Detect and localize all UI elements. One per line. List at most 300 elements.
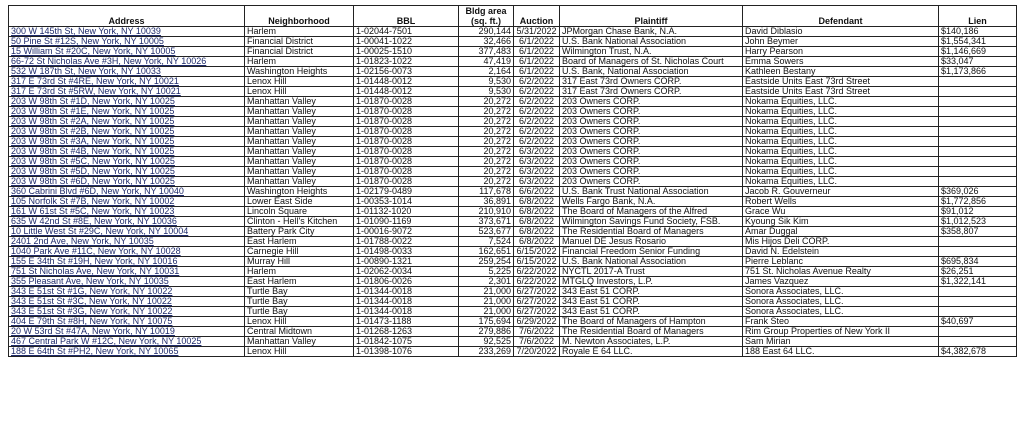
table-row (9, 57, 1017, 67)
cell-plaintiff: 203 Owners CORP. (560, 97, 743, 107)
cell-address[interactable]: 203 W 98th St #1E, New York, NY 10025 (9, 107, 245, 117)
cell-neighborhood: Financial District (245, 47, 354, 57)
cell-bbl: 1-01448-0012 (354, 77, 459, 87)
cell-plaintiff: Wilmington Trust, N.A. (560, 47, 743, 57)
cell-defendant: Kyoung Sik Kim (743, 217, 939, 227)
cell-lien (939, 87, 1017, 97)
cell-auction: 7/6/2022 (514, 327, 560, 337)
cell-bldg-area: 92,525 (459, 337, 514, 347)
cell-auction: 6/8/2022 (514, 237, 560, 247)
cell-auction: 6/29/2022 (514, 317, 560, 327)
cell-address[interactable]: 317 E 73rd St #4RE, New York, NY 10021 (9, 77, 245, 87)
cell-bbl: 1-01870-0028 (354, 97, 459, 107)
table-row (9, 277, 1017, 287)
cell-auction: 6/2/2022 (514, 107, 560, 117)
cell-auction: 6/1/2022 (514, 57, 560, 67)
cell-auction: 6/3/2022 (514, 167, 560, 177)
cell-address[interactable]: 203 W 98th St #5C, New York, NY 10025 (9, 157, 245, 167)
cell-defendant: 751 St. Nicholas Avenue Realty (743, 267, 939, 277)
cell-address[interactable]: 203 W 98th St #6D, New York, NY 10025 (9, 177, 245, 187)
cell-defendant: 188 East 64 LLC. (743, 347, 939, 357)
cell-bbl: 1-00016-9072 (354, 227, 459, 237)
cell-lien: $1,554,341 (939, 37, 1017, 47)
cell-plaintiff: 343 East 51 CORP. (560, 297, 743, 307)
cell-address[interactable]: 155 E 34th St #19H, New York, NY 10016 (9, 257, 245, 267)
cell-neighborhood: Manhattan Valley (245, 147, 354, 157)
cell-address[interactable]: 188 E 64th St #PH2, New York, NY 10065 (9, 347, 245, 357)
cell-plaintiff: 203 Owners CORP. (560, 137, 743, 147)
cell-defendant: Nokama Equities, LLC. (743, 127, 939, 137)
table-row (9, 197, 1017, 207)
cell-auction: 6/27/2022 (514, 287, 560, 297)
cell-plaintiff: 203 Owners CORP. (560, 157, 743, 167)
cell-bldg-area: 20,272 (459, 147, 514, 157)
cell-defendant: Eastside Units East 73rd Street (743, 77, 939, 87)
cell-neighborhood: Manhattan Valley (245, 127, 354, 137)
cell-defendant: Grace Wu (743, 207, 939, 217)
cell-address[interactable]: 66-72 St Nicholas Ave #3H, New York, NY 10026 (9, 57, 245, 67)
table-row (9, 257, 1017, 267)
cell-neighborhood: East Harlem (245, 237, 354, 247)
cell-bbl: 1-01132-1020 (354, 207, 459, 217)
cell-auction: 6/2/2022 (514, 117, 560, 127)
cell-address[interactable]: 10 Little West St #29C, New York, NY 10004 (9, 227, 245, 237)
cell-lien (939, 177, 1017, 187)
cell-address[interactable]: 203 W 98th St #3A, New York, NY 10025 (9, 137, 245, 147)
table-row (9, 87, 1017, 97)
cell-defendant: James Vazquez (743, 277, 939, 287)
cell-address[interactable]: 751 St Nicholas Ave, New York, NY 10031 (9, 267, 245, 277)
cell-address[interactable]: 20 W 53rd St #47A, New York, NY 10019 (9, 327, 245, 337)
cell-auction: 6/1/2022 (514, 37, 560, 47)
cell-bbl: 1-01823-1022 (354, 57, 459, 67)
cell-address[interactable]: 15 William St #20C, New York, NY 10005 (9, 47, 245, 57)
cell-auction: 6/22/2022 (514, 267, 560, 277)
cell-bbl: 1-00041-1022 (354, 37, 459, 47)
cell-plaintiff: NYCTL 2017-A Trust (560, 267, 743, 277)
cell-bldg-area: 175,694 (459, 317, 514, 327)
cell-neighborhood: Turtle Bay (245, 287, 354, 297)
cell-plaintiff: 203 Owners CORP. (560, 167, 743, 177)
cell-lien: $91,012 (939, 207, 1017, 217)
cell-bldg-area: 9,530 (459, 87, 514, 97)
table-row (9, 177, 1017, 187)
table-row (9, 107, 1017, 117)
cell-neighborhood: Lenox Hill (245, 87, 354, 97)
cell-address[interactable]: 203 W 98th St #2B, New York, NY 10025 (9, 127, 245, 137)
cell-neighborhood: Manhattan Valley (245, 117, 354, 127)
cell-bldg-area: 2,301 (459, 277, 514, 287)
cell-lien (939, 247, 1017, 257)
cell-bldg-area: 117,678 (459, 187, 514, 197)
cell-bldg-area: 373,671 (459, 217, 514, 227)
table-row (9, 27, 1017, 37)
cell-plaintiff: U.S. Bank National Association (560, 257, 743, 267)
cell-auction: 6/2/2022 (514, 77, 560, 87)
cell-bbl: 1-00890-1321 (354, 257, 459, 267)
cell-defendant: Harry Pearson (743, 47, 939, 57)
cell-bbl: 1-02156-0073 (354, 67, 459, 77)
cell-address[interactable]: 343 E 51st St #1G, New York, NY 10022 (9, 287, 245, 297)
cell-lien: $1,012,523 (939, 217, 1017, 227)
cell-neighborhood: Manhattan Valley (245, 167, 354, 177)
cell-plaintiff: U.S. Bank National Association (560, 37, 743, 47)
cell-bldg-area: 2,164 (459, 67, 514, 77)
cell-auction: 6/2/2022 (514, 127, 560, 137)
cell-defendant: Nokama Equities, LLC. (743, 117, 939, 127)
cell-neighborhood: Manhattan Valley (245, 177, 354, 187)
cell-lien (939, 147, 1017, 157)
cell-lien: $33,047 (939, 57, 1017, 67)
cell-defendant: Pierre Leblanc (743, 257, 939, 267)
cell-bldg-area: 9,530 (459, 77, 514, 87)
cell-address[interactable]: 355 Pleasant Ave, New York, NY 10035 (9, 277, 245, 287)
cell-auction: 6/15/2022 (514, 257, 560, 267)
cell-bbl: 1-01398-1076 (354, 347, 459, 357)
cell-auction: 6/3/2022 (514, 157, 560, 167)
cell-auction: 6/6/2022 (514, 187, 560, 197)
cell-address[interactable]: 161 W 61st St #5C, New York, NY 10023 (9, 207, 245, 217)
cell-lien: $1,173,866 (939, 67, 1017, 77)
table-row (9, 297, 1017, 307)
cell-auction: 7/6/2022 (514, 337, 560, 347)
cell-bldg-area: 21,000 (459, 287, 514, 297)
cell-neighborhood: Washington Heights (245, 187, 354, 197)
cell-neighborhood: Battery Park City (245, 227, 354, 237)
cell-auction: 6/1/2022 (514, 67, 560, 77)
cell-plaintiff: Wilmington Savings Fund Society, FSB. (560, 217, 743, 227)
cell-bbl: 1-01870-0028 (354, 107, 459, 117)
table-row (9, 207, 1017, 217)
cell-bbl: 1-01870-0028 (354, 117, 459, 127)
cell-defendant: Nokama Equities, LLC. (743, 107, 939, 117)
cell-defendant: Rim Group Properties of New York II (743, 327, 939, 337)
cell-lien (939, 337, 1017, 347)
cell-bbl: 1-01344-0018 (354, 287, 459, 297)
cell-defendant: Nokama Equities, LLC. (743, 157, 939, 167)
cell-bbl: 1-00353-1014 (354, 197, 459, 207)
cell-auction: 6/2/2022 (514, 97, 560, 107)
cell-bbl: 1-01344-0018 (354, 307, 459, 317)
cell-defendant: John Beymer (743, 37, 939, 47)
cell-lien (939, 127, 1017, 137)
table-row (9, 67, 1017, 77)
cell-neighborhood: Manhattan Valley (245, 157, 354, 167)
cell-plaintiff: U.S. Bank Trust National Association (560, 187, 743, 197)
cell-neighborhood: Harlem (245, 267, 354, 277)
cell-bbl: 1-01870-0028 (354, 177, 459, 187)
cell-address[interactable]: 203 W 98th St #2A, New York, NY 10025 (9, 117, 245, 127)
cell-lien: $4,382,678 (939, 347, 1017, 357)
cell-bldg-area: 32,466 (459, 37, 514, 47)
cell-defendant: Frank Steo (743, 317, 939, 327)
cell-address[interactable]: 105 Norfolk St #7B, New York, NY 10002 (9, 197, 245, 207)
cell-bldg-area: 20,272 (459, 177, 514, 187)
cell-defendant: Sonora Associates, LLC. (743, 297, 939, 307)
cell-bldg-area: 7,524 (459, 237, 514, 247)
cell-bbl: 1-01344-0018 (354, 297, 459, 307)
cell-bldg-area: 20,272 (459, 157, 514, 167)
cell-defendant: Mis Hijos Deli CORP. (743, 237, 939, 247)
cell-lien: $1,146,669 (939, 47, 1017, 57)
table-row (9, 97, 1017, 107)
cell-plaintiff: Board of Managers of St. Nicholas Court (560, 57, 743, 67)
cell-lien (939, 107, 1017, 117)
cell-address[interactable]: 203 W 98th St #4B, New York, NY 10025 (9, 147, 245, 157)
cell-neighborhood: Clinton - Hell's Kitchen (245, 217, 354, 227)
cell-defendant: David Diblasio (743, 27, 939, 37)
cell-lien: $695,834 (939, 257, 1017, 267)
cell-address[interactable]: 2401 2nd Ave, New York, NY 10035 (9, 237, 245, 247)
cell-lien (939, 307, 1017, 317)
cell-neighborhood: Turtle Bay (245, 297, 354, 307)
cell-neighborhood: Lower East Side (245, 197, 354, 207)
cell-bldg-area: 36,891 (459, 197, 514, 207)
cell-bldg-area: 290,144 (459, 27, 514, 37)
table-row (9, 137, 1017, 147)
cell-defendant: Eastside Units East 73rd Street (743, 87, 939, 97)
cell-bbl: 1-02062-0034 (354, 267, 459, 277)
table-row (9, 157, 1017, 167)
cell-neighborhood: Lenox Hill (245, 317, 354, 327)
cell-auction: 6/2/2022 (514, 137, 560, 147)
cell-auction: 6/3/2022 (514, 147, 560, 157)
cell-address[interactable]: 203 W 98th St #5D, New York, NY 10025 (9, 167, 245, 177)
cell-bldg-area: 20,272 (459, 97, 514, 107)
cell-defendant: Nokama Equities, LLC. (743, 137, 939, 147)
cell-bldg-area: 20,272 (459, 127, 514, 137)
table-row (9, 307, 1017, 317)
cell-lien: $1,322,141 (939, 277, 1017, 287)
cell-lien (939, 237, 1017, 247)
cell-auction: 6/27/2022 (514, 297, 560, 307)
cell-auction: 6/1/2022 (514, 47, 560, 57)
header-row (9, 6, 1017, 27)
table-row (9, 327, 1017, 337)
cell-auction: 6/22/2022 (514, 277, 560, 287)
cell-bbl: 1-00025-1510 (354, 47, 459, 57)
cell-bbl: 1-01498-0033 (354, 247, 459, 257)
cell-plaintiff: 203 Owners CORP. (560, 177, 743, 187)
cell-address[interactable]: 360 Cabrini Blvd #6D, New York, NY 10040 (9, 187, 245, 197)
cell-neighborhood: Carnegie Hill (245, 247, 354, 257)
cell-plaintiff: 343 East 51 CORP. (560, 287, 743, 297)
cell-auction: 6/3/2022 (514, 177, 560, 187)
cell-lien: $369,026 (939, 187, 1017, 197)
cell-bldg-area: 20,272 (459, 107, 514, 117)
cell-auction: 6/8/2022 (514, 217, 560, 227)
cell-plaintiff: JPMorgan Chase Bank, N.A. (560, 27, 743, 37)
foreclosure-table (8, 5, 1017, 357)
cell-bbl: 1-01842-1075 (354, 337, 459, 347)
cell-plaintiff: Wells Fargo Bank, N.A. (560, 197, 743, 207)
table-row (9, 317, 1017, 327)
cell-plaintiff: M. Newton Associates, L.P. (560, 337, 743, 347)
column-header-defendant: Defendant (743, 6, 939, 27)
cell-neighborhood: Harlem (245, 27, 354, 37)
cell-plaintiff: Financial Freedom Senior Funding (560, 247, 743, 257)
cell-neighborhood: Lincoln Square (245, 207, 354, 217)
table-row (9, 77, 1017, 87)
cell-lien (939, 167, 1017, 177)
cell-defendant: Sam Mirian (743, 337, 939, 347)
cell-plaintiff: The Residential Board of Managers (560, 327, 743, 337)
table-row (9, 147, 1017, 157)
cell-plaintiff: 203 Owners CORP. (560, 107, 743, 117)
cell-bbl: 1-02179-0489 (354, 187, 459, 197)
cell-bldg-area: 21,000 (459, 307, 514, 317)
cell-bbl: 1-01090-1169 (354, 217, 459, 227)
cell-bbl: 1-01268-1263 (354, 327, 459, 337)
cell-bldg-area: 20,272 (459, 117, 514, 127)
cell-neighborhood: Washington Heights (245, 67, 354, 77)
cell-bbl: 1-01448-0012 (354, 87, 459, 97)
cell-bldg-area: 279,886 (459, 327, 514, 337)
cell-neighborhood: Manhattan Valley (245, 337, 354, 347)
cell-bldg-area: 377,483 (459, 47, 514, 57)
column-header-auction: Auction (514, 6, 560, 27)
cell-lien (939, 117, 1017, 127)
cell-bldg-area: 20,272 (459, 167, 514, 177)
cell-plaintiff: Royale E 64 LLC. (560, 347, 743, 357)
column-header-bldg-area: Bldg area (sq. ft.) (459, 6, 514, 27)
cell-lien: $26,251 (939, 267, 1017, 277)
cell-bldg-area: 21,000 (459, 297, 514, 307)
cell-defendant: Nokama Equities, LLC. (743, 177, 939, 187)
cell-bldg-area: 210,910 (459, 207, 514, 217)
cell-lien (939, 327, 1017, 337)
cell-lien: $40,697 (939, 317, 1017, 327)
cell-bldg-area: 47,419 (459, 57, 514, 67)
cell-auction: 6/2/2022 (514, 87, 560, 97)
cell-bbl: 1-01870-0028 (354, 167, 459, 177)
cell-bbl: 1-01788-0022 (354, 237, 459, 247)
cell-plaintiff: The Residential Board of Managers (560, 227, 743, 237)
cell-neighborhood: Manhattan Valley (245, 97, 354, 107)
cell-auction: 6/27/2022 (514, 307, 560, 317)
cell-lien (939, 137, 1017, 147)
cell-address[interactable]: 50 Pine St #12S, New York, NY 10005 (9, 37, 245, 47)
cell-plaintiff: 203 Owners CORP. (560, 117, 743, 127)
table-row (9, 237, 1017, 247)
cell-address[interactable]: 300 W 145th St, New York, NY 10039 (9, 27, 245, 37)
cell-plaintiff: The Board of Managers of the Alfred (560, 207, 743, 217)
cell-defendant: Robert Wells (743, 197, 939, 207)
cell-bldg-area: 20,272 (459, 137, 514, 147)
column-header-bbl: BBL (354, 6, 459, 27)
cell-bldg-area: 5,225 (459, 267, 514, 277)
cell-lien (939, 157, 1017, 167)
table-row (9, 127, 1017, 137)
cell-auction: 5/31/2022 (514, 27, 560, 37)
cell-plaintiff: The Board of Managers of Hampton (560, 317, 743, 327)
cell-address[interactable]: 635 W 42nd St #8E, New York, NY 10036 (9, 217, 245, 227)
cell-neighborhood: Lenox Hill (245, 77, 354, 87)
cell-plaintiff: U.S. Bank, National Association (560, 67, 743, 77)
table-row (9, 347, 1017, 357)
table-row (9, 247, 1017, 257)
cell-lien: $1,772,856 (939, 197, 1017, 207)
table-row (9, 117, 1017, 127)
cell-address[interactable]: 532 W 187th St, New York, NY 10033 (9, 67, 245, 77)
column-header-address: Address (9, 6, 245, 27)
cell-plaintiff: 203 Owners CORP. (560, 147, 743, 157)
cell-bbl: 1-01870-0028 (354, 127, 459, 137)
column-header-lien: Lien (939, 6, 1017, 27)
cell-address[interactable]: 343 E 51st St #3G, New York, NY 10022 (9, 307, 245, 317)
cell-address[interactable]: 404 E 79th St #8H, New York, NY 10075 (9, 317, 245, 327)
cell-defendant: Amar Duggal (743, 227, 939, 237)
cell-plaintiff: MTGLQ Investors, L.P. (560, 277, 743, 287)
table-row (9, 227, 1017, 237)
table-row (9, 217, 1017, 227)
cell-defendant: David N. Edelstein (743, 247, 939, 257)
cell-plaintiff: 317 East 73rd Owners CORP. (560, 77, 743, 87)
table-row (9, 187, 1017, 197)
column-header-plaintiff: Plaintiff (560, 6, 743, 27)
cell-lien (939, 297, 1017, 307)
table-row (9, 47, 1017, 57)
cell-bbl: 1-01806-0026 (354, 277, 459, 287)
cell-plaintiff: Manuel DE Jesus Rosario (560, 237, 743, 247)
table-row (9, 337, 1017, 347)
table-row (9, 37, 1017, 47)
cell-bbl: 1-02044-7501 (354, 27, 459, 37)
cell-plaintiff: 343 East 51 CORP. (560, 307, 743, 317)
cell-bldg-area: 259,254 (459, 257, 514, 267)
cell-neighborhood: Manhattan Valley (245, 107, 354, 117)
cell-bldg-area: 162,651 (459, 247, 514, 257)
cell-defendant: Emma Sowers (743, 57, 939, 67)
cell-auction: 6/8/2022 (514, 207, 560, 217)
table-row (9, 267, 1017, 277)
cell-lien: $358,807 (939, 227, 1017, 237)
cell-bbl: 1-01870-0028 (354, 137, 459, 147)
cell-neighborhood: Harlem (245, 57, 354, 67)
cell-defendant: Nokama Equities, LLC. (743, 167, 939, 177)
cell-address[interactable]: 203 W 98th St #1D, New York, NY 10025 (9, 97, 245, 107)
cell-lien (939, 77, 1017, 87)
table-row (9, 167, 1017, 177)
cell-auction: 6/8/2022 (514, 227, 560, 237)
cell-auction: 6/15/2022 (514, 247, 560, 257)
cell-bldg-area: 233,269 (459, 347, 514, 357)
cell-neighborhood: Financial District (245, 37, 354, 47)
cell-auction: 6/8/2022 (514, 197, 560, 207)
cell-neighborhood: Murray Hill (245, 257, 354, 267)
cell-bldg-area: 523,677 (459, 227, 514, 237)
cell-auction: 7/20/2022 (514, 347, 560, 357)
cell-bbl: 1-01870-0028 (354, 147, 459, 157)
cell-defendant: Sonora Associates, LLC. (743, 287, 939, 297)
cell-address[interactable]: 343 E 51st St #3C, New York, NY 10022 (9, 297, 245, 307)
cell-neighborhood: East Harlem (245, 277, 354, 287)
cell-address[interactable]: 467 Central Park W #12C, New York, NY 10025 (9, 337, 245, 347)
cell-bbl: 1-01473-1188 (354, 317, 459, 327)
cell-bbl: 1-01870-0028 (354, 157, 459, 167)
cell-lien (939, 287, 1017, 297)
cell-defendant: Nokama Equities, LLC. (743, 147, 939, 157)
cell-address[interactable]: 317 E 73rd St #5RW, New York, NY 10021 (9, 87, 245, 97)
cell-defendant: Jacob R. Gouverneur (743, 187, 939, 197)
cell-plaintiff: 317 East 73rd Owners CORP. (560, 87, 743, 97)
cell-neighborhood: Lenox Hill (245, 347, 354, 357)
cell-defendant: Sonora Associates, LLC. (743, 307, 939, 317)
cell-address[interactable]: 1040 Park Ave #11C, New York, NY 10028 (9, 247, 245, 257)
cell-neighborhood: Turtle Bay (245, 307, 354, 317)
cell-lien: $140,186 (939, 27, 1017, 37)
cell-neighborhood: Central Midtown (245, 327, 354, 337)
